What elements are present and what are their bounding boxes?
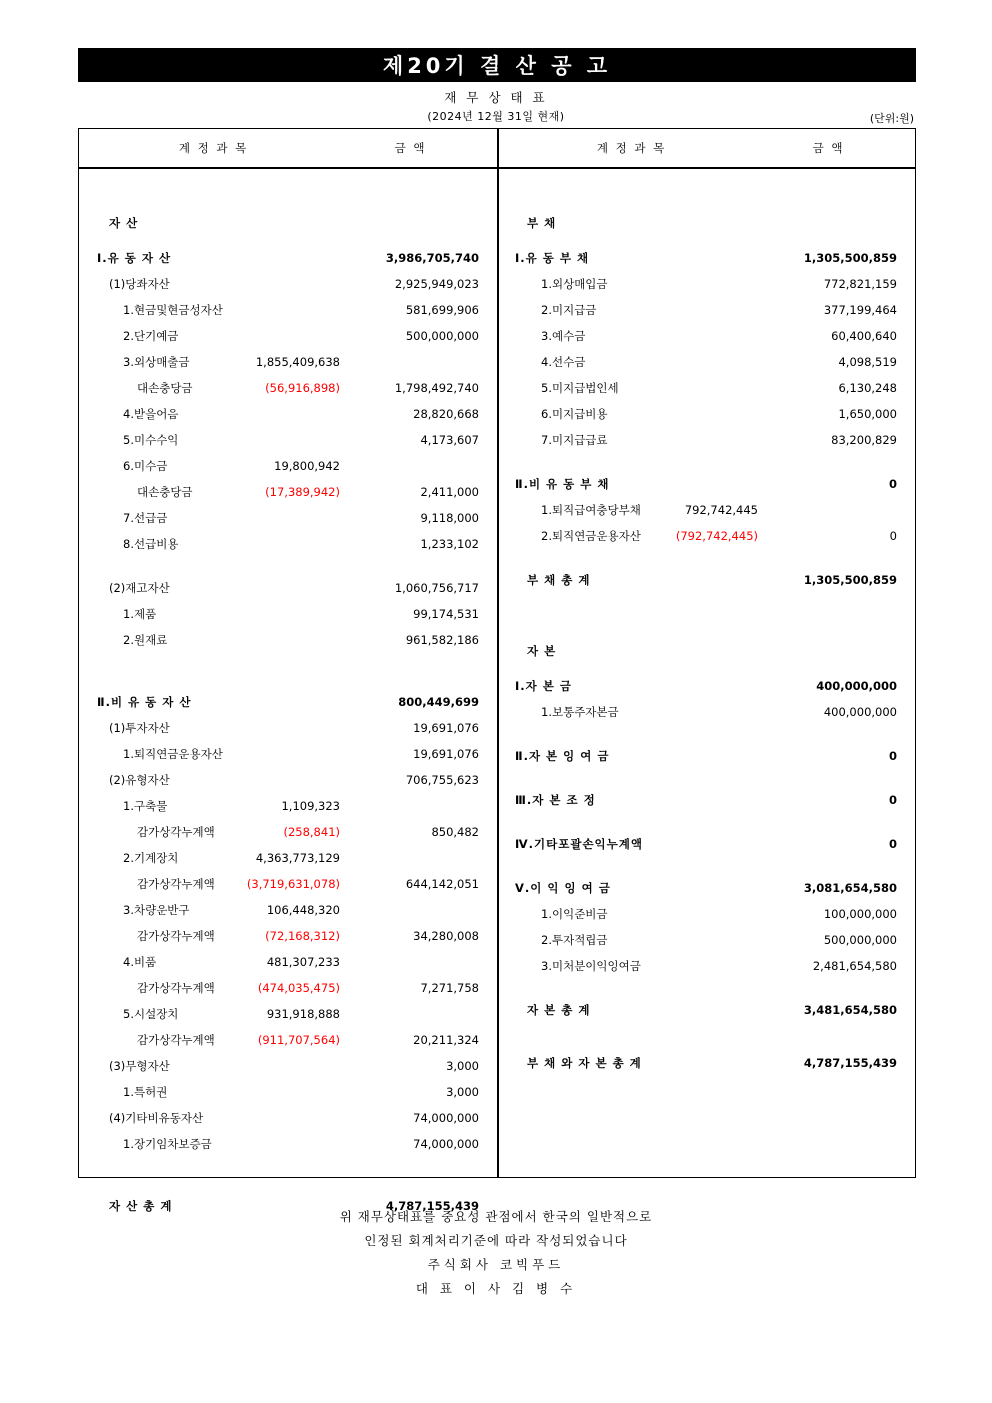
row-subamount: (911,707,564)	[257, 1033, 340, 1047]
table-row	[97, 923, 483, 949]
row-label: 3.차량운반구	[123, 903, 190, 917]
row-spacer	[515, 593, 901, 638]
row-label: 1.장기임차보증금	[123, 1137, 212, 1151]
table-row	[515, 245, 901, 271]
row-amount: 0	[888, 837, 897, 851]
row-subamount: (72,168,312)	[265, 929, 340, 943]
table-row	[97, 575, 483, 601]
row-amount: 1,305,500,859	[803, 573, 897, 587]
row-label: 2.투자적립금	[541, 933, 608, 947]
row-label: 1.현금및현금성자산	[123, 303, 223, 317]
row-subamount: (3,719,631,078)	[246, 877, 340, 891]
row-amount: 581,699,906	[405, 303, 479, 317]
table-row	[97, 793, 483, 819]
row-amount: 3,986,705,740	[385, 251, 479, 265]
row-spacer	[515, 813, 901, 831]
row-label: 4.비품	[123, 955, 157, 969]
row-amount: 850,482	[431, 825, 479, 839]
row-amount: 4,787,155,439	[803, 1056, 897, 1070]
row-spacer	[97, 557, 483, 575]
table-row	[97, 1027, 483, 1053]
table-row	[515, 523, 901, 549]
row-amount: 1,305,500,859	[803, 251, 897, 265]
row-subamount: (17,389,942)	[265, 485, 340, 499]
row-label: Ⅱ.자 본 잉 여 금	[515, 749, 610, 763]
table-row	[97, 271, 483, 297]
row-amount: 7,271,758	[420, 981, 479, 995]
row-spacer	[515, 979, 901, 997]
liabilities-equity-column	[497, 169, 915, 1076]
row-amount: 3,081,654,580	[803, 881, 897, 895]
row-amount: 9,118,000	[420, 511, 479, 525]
row-amount: 800,449,699	[398, 695, 479, 709]
row-amount: 961,582,186	[405, 633, 479, 647]
row-amount: 4,173,607	[420, 433, 479, 447]
row-label: Ⅴ.이 익 잉 여 금	[515, 881, 611, 895]
table-row	[97, 323, 483, 349]
row-label: Ⅱ.비 유 동 자 산	[97, 695, 192, 709]
row-label: 감가상각누계액	[137, 1033, 215, 1047]
row-amount: 4,787,155,439	[385, 1199, 479, 1213]
table-row	[515, 349, 901, 375]
row-subamount: (474,035,475)	[257, 981, 340, 995]
row-label: 5.미수수익	[123, 433, 179, 447]
row-label: (1)투자자산	[109, 721, 170, 735]
table-row	[97, 1001, 483, 1027]
row-label: 1.제품	[123, 607, 157, 621]
row-amount: 2,925,949,023	[394, 277, 479, 291]
row-label: 1.퇴직연금운용자산	[123, 747, 223, 761]
row-label: 1.퇴직급여충당부채	[541, 503, 641, 517]
assets-column	[79, 169, 497, 1219]
row-amount: 0	[888, 749, 897, 763]
table-row	[97, 949, 483, 975]
table-row	[515, 1050, 901, 1076]
row-spacer	[97, 236, 483, 245]
table-row	[515, 699, 901, 725]
table-row	[515, 497, 901, 523]
table-row	[515, 375, 901, 401]
row-label: 1.보통주자본금	[541, 705, 619, 719]
row-label: 자 산 총 계	[109, 1199, 173, 1213]
row-amount: 706,755,623	[405, 773, 479, 787]
row-label: 1.구축물	[123, 799, 168, 813]
row-amount: 772,821,159	[823, 277, 897, 291]
row-amount: 28,820,668	[413, 407, 479, 421]
table-row	[515, 927, 901, 953]
row-amount: 20,211,324	[413, 1033, 479, 1047]
row-spacer	[515, 769, 901, 787]
table-row	[515, 471, 901, 497]
table-row	[97, 1079, 483, 1105]
table-row	[515, 673, 901, 699]
table-row	[97, 505, 483, 531]
row-label: 7.미지급급료	[541, 433, 608, 447]
table-row	[97, 845, 483, 871]
row-label: 2.미지급금	[541, 303, 597, 317]
header-amount-right: 금 액	[812, 141, 845, 155]
footer-line-1: 위 재무상태표를 중요성 관점에서 한국의 일반적으로	[339, 1209, 653, 1224]
row-amount: 19,691,076	[413, 721, 479, 735]
row-amount: 6,130,248	[838, 381, 897, 395]
row-label: 감가상각누계액	[137, 877, 215, 891]
table-row	[97, 871, 483, 897]
row-amount: 34,280,008	[413, 929, 479, 943]
row-subamount: (56,916,898)	[265, 381, 340, 395]
row-spacer	[515, 236, 901, 245]
row-subamount: (258,841)	[283, 825, 340, 839]
table-row	[97, 601, 483, 627]
table-row	[97, 479, 483, 505]
table-row	[97, 375, 483, 401]
table-row	[97, 689, 483, 715]
row-amount: 400,000,000	[816, 679, 897, 693]
row-spacer	[515, 857, 901, 875]
row-amount: 4,098,519	[838, 355, 897, 369]
row-label: 대손충당금	[137, 485, 193, 499]
row-amount: 1,060,756,717	[394, 581, 479, 595]
row-label: 1.특허권	[123, 1085, 168, 1099]
row-label: (2)유형자산	[109, 773, 170, 787]
row-label: 부 채	[527, 216, 557, 230]
row-label: 1.외상매입금	[541, 277, 608, 291]
row-label: 3.미처분이익잉여금	[541, 959, 641, 973]
row-amount: 19,691,076	[413, 747, 479, 761]
table-row	[97, 210, 483, 236]
row-amount: 1,233,102	[420, 537, 479, 551]
table-row	[97, 1105, 483, 1131]
row-label: (1)당좌자산	[109, 277, 170, 291]
page-title: 제20기 결 산 공 고	[78, 48, 916, 82]
table-row	[515, 638, 901, 664]
row-label: 부 채 총 계	[527, 573, 591, 587]
table-row	[97, 627, 483, 653]
row-amount: 2,481,654,580	[812, 959, 897, 973]
row-label: 6.미수금	[123, 459, 168, 473]
row-label: (3)무형자산	[109, 1059, 170, 1073]
unit-note: (단위:원)	[869, 112, 914, 125]
row-spacer	[97, 653, 483, 689]
table-header-left	[79, 129, 497, 167]
row-spacer	[97, 1157, 483, 1193]
row-amount: 500,000,000	[405, 329, 479, 343]
table-row	[515, 997, 901, 1023]
row-amount: 0	[888, 793, 897, 807]
row-subamount: 106,448,320	[266, 903, 340, 917]
table-row	[97, 245, 483, 271]
row-spacer	[515, 1023, 901, 1050]
row-subamount: 19,800,942	[274, 459, 340, 473]
row-spacer	[515, 664, 901, 673]
row-amount: 74,000,000	[413, 1111, 479, 1125]
header-account-left: 계 정 과 목	[178, 141, 249, 155]
row-subamount: 931,918,888	[266, 1007, 340, 1021]
table-row	[515, 210, 901, 236]
table-row	[515, 567, 901, 593]
table-row	[515, 743, 901, 769]
table-row	[515, 787, 901, 813]
row-amount: 2,411,000	[420, 485, 479, 499]
row-label: 감가상각누계액	[137, 981, 215, 995]
row-spacer	[515, 183, 901, 210]
row-label: (2)재고자산	[109, 581, 170, 595]
row-subamount: 792,742,445	[684, 503, 758, 517]
row-amount: 1,798,492,740	[394, 381, 479, 395]
row-subamount: 1,109,323	[281, 799, 340, 813]
row-spacer	[515, 549, 901, 567]
row-amount: 60,400,640	[831, 329, 897, 343]
row-label: 3.외상매출금	[123, 355, 190, 369]
footer-line-2: 인정된 회계처리기준에 따라 작성되었습니다	[364, 1233, 628, 1248]
row-label: 자 산	[109, 216, 139, 230]
row-label: 4.받을어음	[123, 407, 179, 421]
table-row	[97, 767, 483, 793]
table-row	[97, 401, 483, 427]
footer-note	[0, 1205, 992, 1301]
row-amount: 83,200,829	[831, 433, 897, 447]
row-label: (4)기타비유동자산	[109, 1111, 204, 1125]
table-row	[515, 271, 901, 297]
row-amount: 99,174,531	[413, 607, 479, 621]
table-header-right	[497, 129, 915, 167]
table-row	[97, 741, 483, 767]
header-account-right: 계 정 과 목	[596, 141, 667, 155]
row-label: 2.원재료	[123, 633, 168, 647]
row-label: 자 본	[527, 644, 557, 658]
representative-name: 대 표 이 사 김 병 수	[415, 1281, 577, 1296]
statement-subtitle: 재 무 상 태 표	[444, 90, 548, 105]
row-amount: 1,650,000	[838, 407, 897, 421]
row-subamount: 1,855,409,638	[255, 355, 340, 369]
table-row	[97, 453, 483, 479]
row-subamount: (792,742,445)	[675, 529, 758, 543]
row-label: 7.선급금	[123, 511, 168, 525]
row-amount: 3,000	[446, 1059, 479, 1073]
row-label: 3.예수금	[541, 329, 586, 343]
table-row	[97, 297, 483, 323]
row-amount: 0	[888, 477, 897, 491]
row-label: Ⅰ.자 본 금	[515, 679, 572, 693]
table-row	[515, 831, 901, 857]
table-row	[97, 1131, 483, 1157]
table-row	[515, 953, 901, 979]
row-label: 자 본 총 계	[527, 1003, 591, 1017]
table-row	[97, 1053, 483, 1079]
row-spacer	[515, 725, 901, 743]
table-row	[97, 715, 483, 741]
table-row	[97, 975, 483, 1001]
row-label: 부 채 와 자 본 총 계	[527, 1056, 642, 1070]
table-row	[97, 427, 483, 453]
table-row	[97, 349, 483, 375]
row-label: Ⅰ.유 동 부 채	[515, 251, 590, 265]
table-row	[515, 901, 901, 927]
row-spacer	[97, 183, 483, 210]
table-row	[97, 897, 483, 923]
row-spacer	[515, 453, 901, 471]
company-name: 주식회사 코빅푸드	[427, 1257, 565, 1272]
row-label: 감가상각누계액	[137, 825, 215, 839]
row-label: 8.선급비용	[123, 537, 179, 551]
row-label: 5.미지급법인세	[541, 381, 619, 395]
row-amount: 100,000,000	[823, 907, 897, 921]
row-label: Ⅲ.자 본 조 정	[515, 793, 596, 807]
row-amount: 377,199,464	[823, 303, 897, 317]
table-row	[515, 427, 901, 453]
row-label: 5.시설장치	[123, 1007, 179, 1021]
statement-date: (2024년 12월 31일 현재)	[427, 110, 565, 123]
row-amount: 74,000,000	[413, 1137, 479, 1151]
row-amount: 3,481,654,580	[803, 1003, 897, 1017]
table-row	[97, 531, 483, 557]
row-label: Ⅱ.비 유 동 부 채	[515, 477, 610, 491]
row-amount: 400,000,000	[823, 705, 897, 719]
row-label: 2.퇴직연금운용자산	[541, 529, 641, 543]
row-label: 4.선수금	[541, 355, 586, 369]
row-label: 감가상각누계액	[137, 929, 215, 943]
table-row	[515, 401, 901, 427]
row-label: 대손충당금	[137, 381, 193, 395]
row-label: Ⅰ.유 동 자 산	[97, 251, 172, 265]
table-row	[515, 297, 901, 323]
row-subamount: 4,363,773,129	[255, 851, 340, 865]
header-amount-left: 금 액	[394, 141, 427, 155]
row-label: Ⅳ.기타포괄손익누계액	[515, 837, 643, 851]
table-row	[515, 875, 901, 901]
row-amount: 0	[889, 529, 897, 543]
table-row	[515, 323, 901, 349]
row-amount: 644,142,051	[405, 877, 479, 891]
row-label: 1.이익준비금	[541, 907, 608, 921]
row-label: 2.단기예금	[123, 329, 179, 343]
balance-sheet-table	[78, 128, 916, 1213]
row-label: 2.기계장치	[123, 851, 179, 865]
row-amount: 3,000	[446, 1085, 479, 1099]
row-label: 6.미지급비용	[541, 407, 608, 421]
row-amount: 500,000,000	[823, 933, 897, 947]
row-subamount: 481,307,233	[266, 955, 340, 969]
table-row	[97, 819, 483, 845]
